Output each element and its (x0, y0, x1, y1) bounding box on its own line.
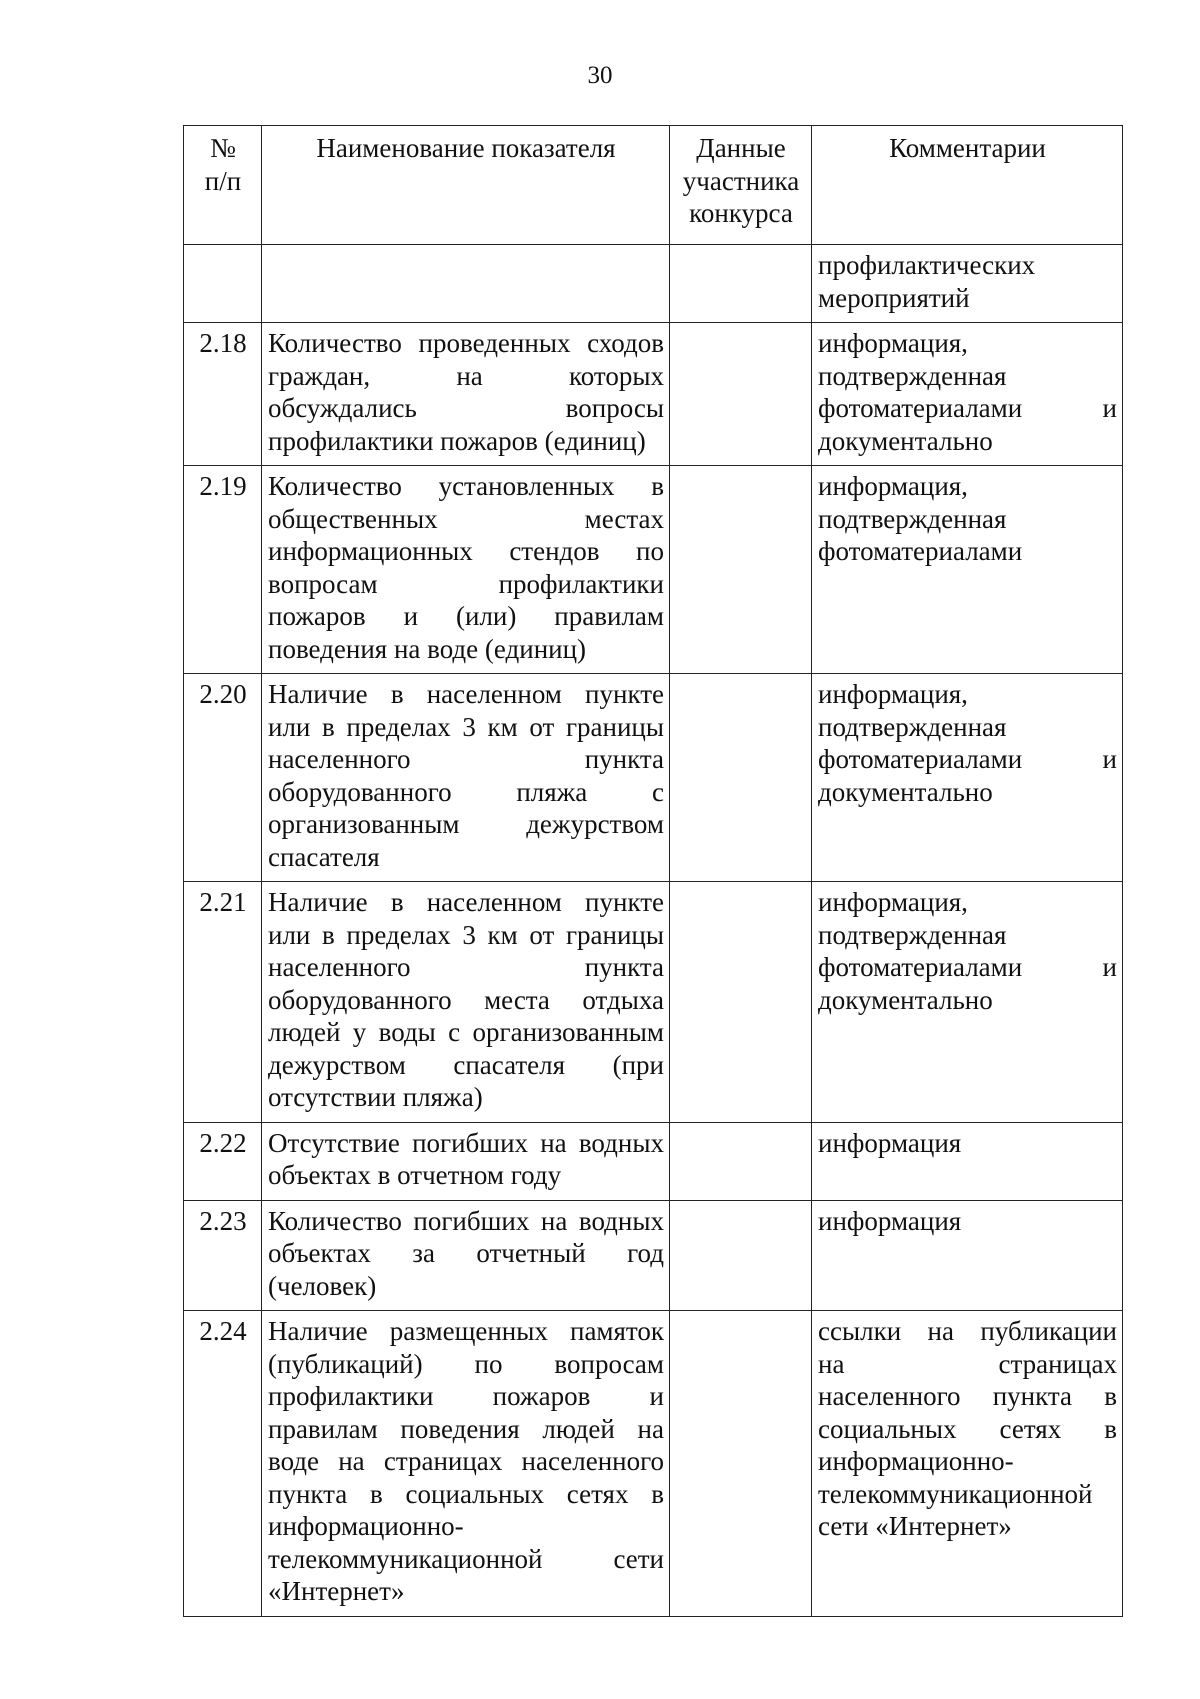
indicator-name (262, 323, 670, 466)
comment-line (818, 392, 1117, 425)
indicator-name-line: спасателя (268, 841, 380, 872)
comment-line: информация, (818, 328, 968, 358)
indicator-name (262, 1311, 670, 1617)
indicator-name-line: Количество установленных в (268, 471, 664, 501)
comment-line: социальных сетях в (818, 1413, 1117, 1444)
row-number (184, 245, 262, 323)
comment-line: информация, (818, 887, 968, 917)
page-number: 30 (587, 62, 613, 89)
indicator-name (262, 245, 670, 323)
comment-word: фотоматериалами (818, 393, 1023, 423)
indicator-name-line: пункта в социальных сетях в (268, 1478, 664, 1509)
indicator-name-line: поведения на воде (единиц) (268, 633, 587, 664)
table-row (184, 245, 1123, 323)
table-row (184, 1200, 1123, 1311)
table-row (184, 882, 1123, 1123)
comment-line: информация, (818, 679, 968, 709)
participant-data-cell[interactable] (670, 1122, 812, 1200)
indicator-name-line: Наличие в населенном пункте (268, 887, 664, 917)
header-name-line: Наименование показателя (316, 133, 616, 163)
table-row (184, 1122, 1123, 1200)
participant-data-cell[interactable] (670, 466, 812, 674)
participant-data-cell[interactable] (670, 1200, 812, 1311)
participant-data-cell[interactable] (670, 674, 812, 882)
indicator-name-line: или в пределах 3 км от границы (268, 711, 664, 742)
comment-line (818, 951, 1117, 984)
header-name (262, 126, 670, 245)
indicator-name (262, 882, 670, 1123)
comment-word: и (1102, 393, 1117, 423)
indicator-name-line: информационно- (268, 1511, 464, 1541)
comment-line: населенного пункта в (818, 1381, 1117, 1411)
comment-word: фотоматериалами (818, 952, 1023, 982)
indicator-name-line: вопросам профилактики (268, 568, 664, 599)
indicator-name-line: Количество погибших на водных (268, 1205, 664, 1236)
participant-data-cell[interactable] (670, 323, 812, 466)
header-data (670, 126, 812, 245)
comment-line: информационно- (818, 1446, 1014, 1476)
comment (812, 1311, 1123, 1617)
comment-line: документально (818, 984, 993, 1015)
table-header-row (184, 126, 1123, 245)
indicator-name-line: или в пределах 3 км от границы (268, 919, 664, 950)
row-number: 2.21 (184, 882, 262, 1123)
comment-line: подтвержденная (818, 919, 1007, 950)
indicator-name-line: Наличие размещенных памяток (268, 1316, 664, 1346)
indicator-name-line: населенного пункта (268, 744, 664, 774)
indicator-name-line: профилактики пожаров и (268, 1381, 664, 1411)
indicator-name-line: Количество проведенных сходов (268, 328, 664, 358)
comment-line: мероприятий (818, 282, 970, 313)
header-num (184, 126, 262, 245)
comment-word: и (1102, 744, 1117, 774)
header-num-line: № (210, 133, 236, 163)
indicator-name-line: воде на страницах населенного (268, 1446, 664, 1476)
table-row (184, 1311, 1123, 1617)
table-body (184, 245, 1123, 1617)
indicator-name-line: (человек) (268, 1270, 377, 1301)
comment-line: информация (818, 1127, 962, 1158)
comment-line: телекоммуникационной (818, 1478, 1093, 1509)
indicator-name-line: обсуждались вопросы (268, 393, 664, 423)
indicator-name-line: отсутствии пляжа) (268, 1082, 483, 1112)
comment-line: подтвержденная (818, 360, 1007, 391)
comment-word: и (1102, 952, 1117, 982)
row-number: 2.18 (184, 323, 262, 466)
header-comment-line: Комментарии (889, 133, 1046, 163)
participant-data-cell[interactable] (670, 1311, 812, 1617)
comment-line: документально (818, 425, 993, 456)
header-data-line: участника (682, 165, 800, 196)
comment-word: фотоматериалами (818, 744, 1023, 774)
indicator-name-line: «Интернет» (268, 1576, 405, 1606)
indicator-name-line: людей у воды с организованным (268, 1017, 664, 1047)
table-row (184, 466, 1123, 674)
indicator-name-line: населенного пункта (268, 952, 664, 982)
indicator-name-line: объектах в отчетном году (268, 1160, 562, 1190)
comment-line: сети «Интернет» (818, 1511, 1012, 1541)
indicator-name-line: правилам поведения людей на (268, 1413, 664, 1444)
indicator-name-line: информационных стендов по (268, 536, 664, 566)
indicators-table (183, 125, 1123, 1617)
comment-line (818, 743, 1117, 776)
table-row (184, 323, 1123, 466)
indicator-name-line: телекоммуникационной сети (268, 1543, 664, 1574)
table-row (184, 674, 1123, 882)
indicator-name-line: оборудованного места отдыха (268, 984, 664, 1015)
header-num-line: п/п (204, 165, 242, 196)
indicator-name (262, 1200, 670, 1311)
participant-data-cell[interactable] (670, 245, 812, 323)
comment (812, 1200, 1123, 1311)
header-data-line: конкурса (689, 198, 793, 228)
header-data-line: Данные (696, 133, 786, 163)
comment-line: профилактических (818, 250, 1036, 280)
row-number: 2.23 (184, 1200, 262, 1311)
indicator-name-line: Отсутствие погибших на водных (268, 1127, 664, 1158)
indicator-name-line: оборудованного пляжа с (268, 776, 664, 807)
comment-line: подтвержденная (818, 711, 1007, 742)
comment-line: ссылки на публикации (818, 1316, 1117, 1346)
row-number: 2.19 (184, 466, 262, 674)
indicator-name-line: организованным дежурством (268, 809, 664, 839)
indicator-name-line: объектах за отчетный год (268, 1238, 664, 1268)
comment-line: информация (818, 1205, 962, 1236)
indicator-name-line: граждан, на которых (268, 360, 664, 391)
indicator-name-line: профилактики пожаров (единиц) (268, 425, 646, 456)
indicator-name-line: дежурством спасателя (при (268, 1049, 664, 1080)
indicator-name (262, 674, 670, 882)
comment-line: информация, (818, 471, 968, 501)
comment (812, 323, 1123, 466)
comment-line: документально (818, 776, 993, 807)
indicator-name (262, 466, 670, 674)
comment (812, 245, 1123, 323)
comment-line: подтвержденная (818, 503, 1007, 534)
indicator-name-line: пожаров и (или) правилам (268, 601, 664, 631)
header-comment (812, 126, 1123, 245)
participant-data-cell[interactable] (670, 882, 812, 1123)
comment (812, 466, 1123, 674)
row-number: 2.22 (184, 1122, 262, 1200)
comment (812, 882, 1123, 1123)
indicator-name (262, 1122, 670, 1200)
comment-line: на страницах (818, 1348, 1117, 1379)
comment-line: фотоматериалами (818, 536, 1023, 566)
indicator-name-line: Наличие в населенном пункте (268, 679, 664, 709)
row-number: 2.24 (184, 1311, 262, 1617)
indicator-name-line: (публикаций) по вопросам (268, 1348, 664, 1379)
row-number: 2.20 (184, 674, 262, 882)
comment (812, 674, 1123, 882)
comment (812, 1122, 1123, 1200)
indicator-name-line: общественных местах (268, 503, 664, 534)
